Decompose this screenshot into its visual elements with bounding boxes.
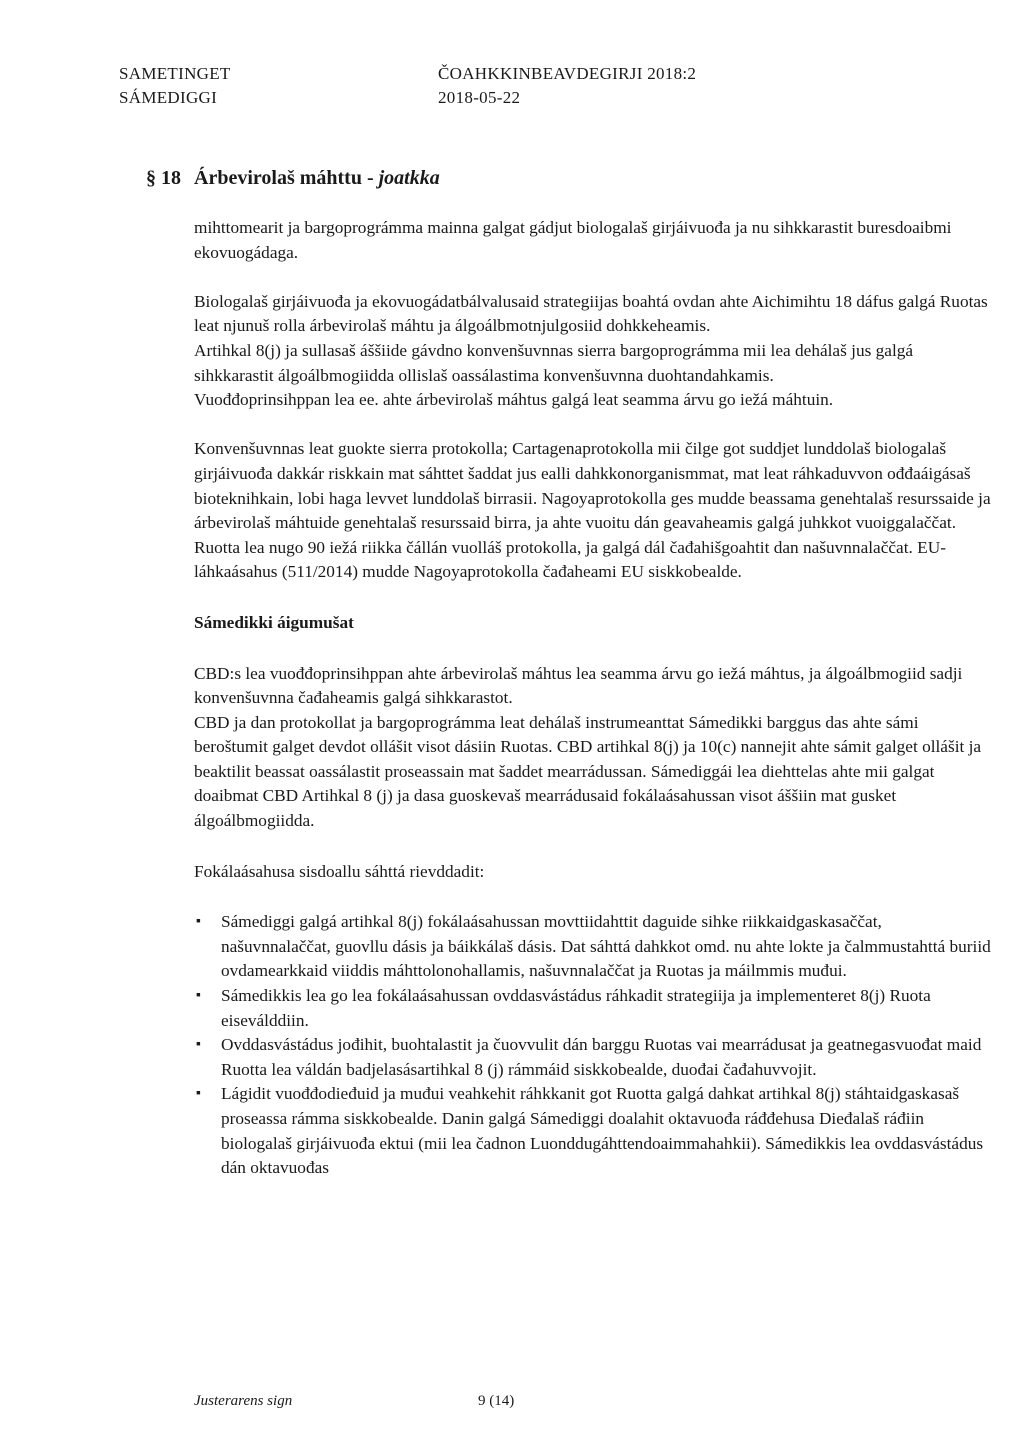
header-org-sami: SÁMEDIGGI xyxy=(119,88,218,107)
footer-signature-label: Justerarens sign xyxy=(194,1393,293,1409)
header-document-info xyxy=(438,62,696,110)
bullet-icon: ▪ xyxy=(196,988,201,1004)
section-heading xyxy=(146,167,440,190)
paragraph-strategy: Biologalaš girjáivuođa ja ekovuogádatbálvalusaid strategiijas boahtá ovdan ahte Aichimihtu 18 dáfus galgá Ruotas leat njunuš rolla árbevirolaš máhtu ja álgoálbmotnjulgosiid dohkkeheamis. xyxy=(194,291,988,336)
subheading-intentions: Sámedikki áigumušat xyxy=(194,612,354,632)
header-document-date: 2018-05-22 xyxy=(438,88,521,107)
list-item: ▪ Lágidit vuođđodieđuid ja muđui veahkehit ráhkkanit got Ruotta galgá dahkat artihkal 8(j) stáhtaidgaskasaš proseassa rámma siskkobealde. Danin galgá Sámediggi doalahit oktavuođa ráđđehusa Dieđalaš ráđiin biologalaš girjáivuođa ektui (mii lea čadnon Luonddugáhttendoaimmahahkii). Sámedikkis lea ovddasvástádus dán oktavuođas xyxy=(196,1084,984,1178)
paragraph-basic-principle: Vuođđoprinsihppan lea ee. ahte árbevirolaš máhtus galgá leat seamma árvu go iežá máhtuin. xyxy=(194,390,834,410)
section-number: § 18 xyxy=(146,167,181,189)
paragraph-cbd-principle: CBD:s lea vuođđoprinsihppan ahte árbevirolaš máhtus lea seamma árvu go iežá máhtus, ja álgoálbmogiid sadji konvenšuvnna čađaheamis galgá sihkkarastot. xyxy=(194,663,963,708)
paragraph-article-8j: Artihkal 8(j) ja sullasaš áššiide gávdno konvenšuvnnas sierra bargoprográmma mii lea dehálaš jus galgá sihkkarastit álgoálbmogiidda ollislaš oassálastima konvenšuvnna duohtandahkamis. xyxy=(194,340,914,385)
header-org-swedish: SAMETINGET xyxy=(119,64,231,83)
bullet-icon: ▪ xyxy=(196,1086,201,1102)
paragraph-continuation: mihttomearit ja bargoprográmma mainna galgat gádjut biologalaš girjáivuođa ja nu sihkkarastit buresdoaibmi ekovuogádaga. xyxy=(194,218,952,262)
header-document-title: ČOAHKKINBEAVDEGIRJI 2018:2 xyxy=(438,64,697,83)
footer-page-number: 9 (14) xyxy=(478,1393,515,1409)
header-organization xyxy=(119,62,231,110)
bullet-list xyxy=(194,910,994,1181)
section-title: Árbevirolaš máhttu - xyxy=(194,167,379,189)
paragraph-focal-intro: Fokálaásahusa sisdoallu sáhttá rievddadit: xyxy=(194,861,485,881)
bullet-icon: ▪ xyxy=(196,914,201,930)
paragraph-protocols: Konvenšuvnnas leat guokte sierra protokolla; Cartagenaprotokolla mii čilge got suddjet lunddolaš biologalaš girjáivuođa dakkár riskkain mat sáhttet šaddat jus ealli dahkkonorganismmat, mat leat ráhkaduvvon ođđaáigásaš bioteknihkain, lobi haga levvet lunddolaš birrasii. Nagoyaprotokolla ges mudde beassama genehtalaš resurssaide ja árbevirolaš máhtuide genehtalaš resurssaid birra, ja ahte vuoitu dán geavaheamis galgá juhkkot vuoiggalaččat. Ruotta lea nugo 90 iežá riikka čállán vuolláš protokolla, ja galgá dál čađahišgoahtit dan našuvnnalaččat. EU-láhkaásahus (511/2014) mudde Nagoyaprotokolla čađaheami EU siskkobealde. xyxy=(194,439,991,582)
list-item: ▪ Sámedikkis lea go lea fokálaásahussan ovddasvástádus ráhkadit strategiija ja implementeret 8(j) Ruota eiseválddiin. xyxy=(196,986,931,1030)
list-item: ▪ Ovddasvástádus jođihit, buohtalastit ja čuovvulit dán barggu Ruotas vai mearrádusat ja geatnegasvuođat maid Ruotta lea váldán badjelasásartihkal 8 (j) rámmáid siskkobealde, duođai čađahuvvojit. xyxy=(196,1035,982,1079)
paragraph-cbd-instruments: CBD ja dan protokollat ja bargoprográmma leat dehálaš instrumeanttat Sámedikki barggus das ahte sámi beroštumit galget devdot ollášit visot dásiin Ruotas. CBD artihkal 8(j) ja 10(c) nannejit ahte sámit galget ollášit ja beaktilit beassat oassálastit proseassain mat šaddet mearrádussan. Sámediggái lea diehttelas ahte mii galgat doaibmat CBD Artihkal 8 (j) ja dasa guoskevaš mearrádusaid fokálaásahussan visot áššiin mat gusket álgoálbmogiidda. xyxy=(194,712,982,831)
section-subtitle: joatkka xyxy=(378,167,440,189)
document-body xyxy=(194,216,994,1181)
list-item: ▪ Sámediggi galgá artihkal 8(j) fokálaásahussan movttiidahttit daguide sihke riikkaidgaskasaččat, našuvnnalaččat, guovllu dásis ja báikkálaš dásis. Dat sáhttá dahkkot omd. nu ahte lokte ja čalmmustahttá buriid ovdamearkkaid viiddis máhttolonohallamis, našuvnnalaččat ja Ruotas ja máilmmis muđui. xyxy=(196,912,991,981)
bullet-icon: ▪ xyxy=(196,1037,201,1053)
